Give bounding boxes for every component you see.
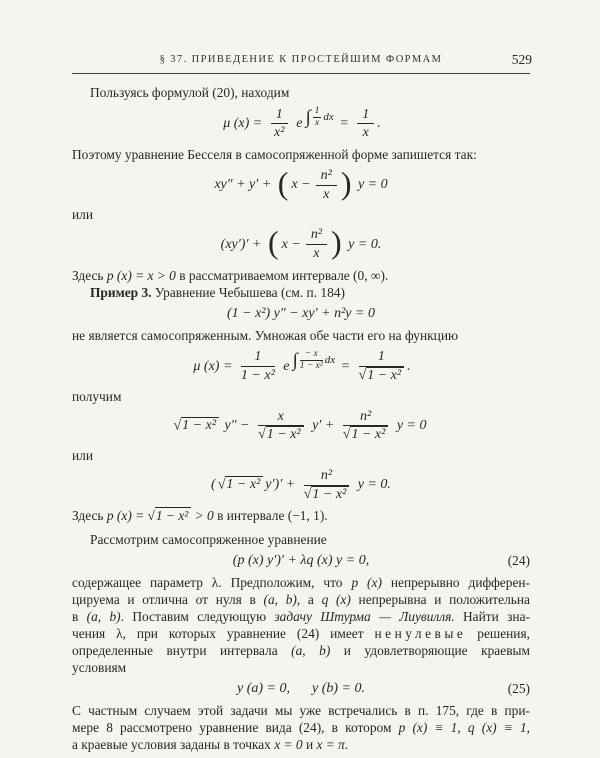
text-line: в (a, b). Поставим следующую задачу Штурма — Лиувилля. Найти зна- [72, 608, 530, 624]
equation-number-25: (25) [507, 681, 530, 697]
text-line: а краевые условия заданы в точках x = 0 и x = π. [72, 737, 349, 753]
left-paren: ( [277, 165, 289, 202]
header-rule [72, 73, 530, 74]
text-line: содержащее параметр λ. Предположим, что p (x) непрерывно дифферен- [72, 574, 531, 590]
paragraph-particular-case [72, 702, 530, 753]
sqrt-icon: √ [342, 427, 351, 443]
integral-exponent: ∫ $\frac{1}{x}$ dx [305, 106, 334, 129]
side-label-poluchim: получим [72, 388, 122, 404]
integral-exponent: ∫ $\frac{- x}{\text{1 − x²}}$ dx [292, 348, 336, 371]
equation-chebyshev: (1 − x²) y″ − xy′ + n²y = 0 [227, 305, 375, 321]
equation-25: y (a) = 0, y (b) = 0. (25) [237, 681, 530, 697]
sqrt-icon: √ [147, 508, 155, 524]
paragraph-here-interval-1: Здесь p (x) = x > 0 в рассматриваемом интервале (0, ∞). [72, 267, 389, 283]
equation-chebyshev-selfadjoint-1: √1 − x² y″ − $\frac{x}{\text{√1 − x²}}$ y′ + $\frac{\text{n²}}{\text{√1 − x²}}$ y = 0 [173, 408, 427, 443]
right-paren: ) [331, 224, 342, 261]
paragraph-intro: Пользуясь формулой (20), находим [90, 85, 290, 100]
text-line: определенные внутри интервала (a, b) и удовлетворяющие краевым [72, 642, 530, 658]
text-line: С частным случаем этой задачи мы уже встречались в п. 175, где в при- [72, 703, 530, 719]
equation-24: (p (x) y′)′ + λq (x) y = 0, (24) [232, 552, 530, 568]
paragraph-multiply: не является самосопряженным. Умножая обе части его на функцию [72, 327, 459, 343]
paragraph-consider: Рассмотрим самосопряженное уравнение [90, 531, 327, 547]
equation-bessel-1: xy″ + y′ + ( x − $\frac{\text{n²}}{x}$ ) y = 0 [214, 165, 388, 202]
paragraph-bessel-intro: Поэтому уравнение Бесселя в самосопряженной форме запишется так: [72, 146, 477, 162]
equation-chebyshev-selfadjoint-2: ( √1 − x² y′)′ + $\frac{\text{n²}}{\text{√1 − x²}}$ y = 0. [211, 468, 391, 502]
paragraph-sturm-liouville [72, 574, 530, 677]
page-number: 529 [511, 52, 532, 67]
sqrt-icon: √ [173, 418, 182, 434]
sqrt-icon: √ [358, 368, 367, 384]
sqrt-icon: √ [258, 427, 266, 443]
text-line: чения λ, при которых уравнение (24) имеет ненулевые решения, [72, 625, 530, 641]
text-line: цируема и отлична от нуля в (a, b), а q (x) непрерывна и положительна [72, 591, 530, 607]
formula-mu-bessel: μ (x) = $\frac{1}{\text{x²}}$ e ∫ $\frac{1}{x}$ dx = $\frac{1}{x}$ . [223, 106, 381, 141]
right-paren: ) [340, 165, 352, 202]
formula-mu-chebyshev: μ (x) = $\frac{1}{\text{1 − x²}}$ e ∫ $\frac{- x}{\text{1 − x²}}$ dx = $\frac{1}{\text{√1 − x²}}$ . [193, 348, 411, 384]
text-line: мере 8 рассмотрено уравнение вида (24), в котором p (x) ≡ 1, q (x) ≡ 1, [72, 720, 530, 736]
sqrt-icon: √ [217, 477, 226, 493]
paragraph-example-3: Пример 3. Уравнение Чебышева (см. п. 184) [90, 284, 345, 300]
left-paren: ( [267, 224, 279, 261]
equation-number-24: (24) [507, 552, 530, 568]
sqrt-icon: √ [303, 486, 312, 502]
integral-icon: ∫ [305, 107, 311, 129]
side-label-or-2: или [72, 448, 94, 464]
side-label-or-1: или [72, 207, 94, 223]
running-header [72, 54, 530, 70]
paragraph-here-interval-2: Здесь p (x) = √1 − x² > 0 в интервале (−1, 1). [72, 508, 328, 524]
integral-icon: ∫ [292, 349, 298, 371]
section-title: § 37. ПРИВЕДЕНИЕ К ПРОСТЕЙШИМ ФОРМАМ [159, 54, 443, 65]
text-line: условиям [72, 660, 127, 676]
equation-bessel-2: (xy′)′ + ( x − $\frac{\text{n²}}{x}$ ) y = 0. [220, 224, 382, 261]
